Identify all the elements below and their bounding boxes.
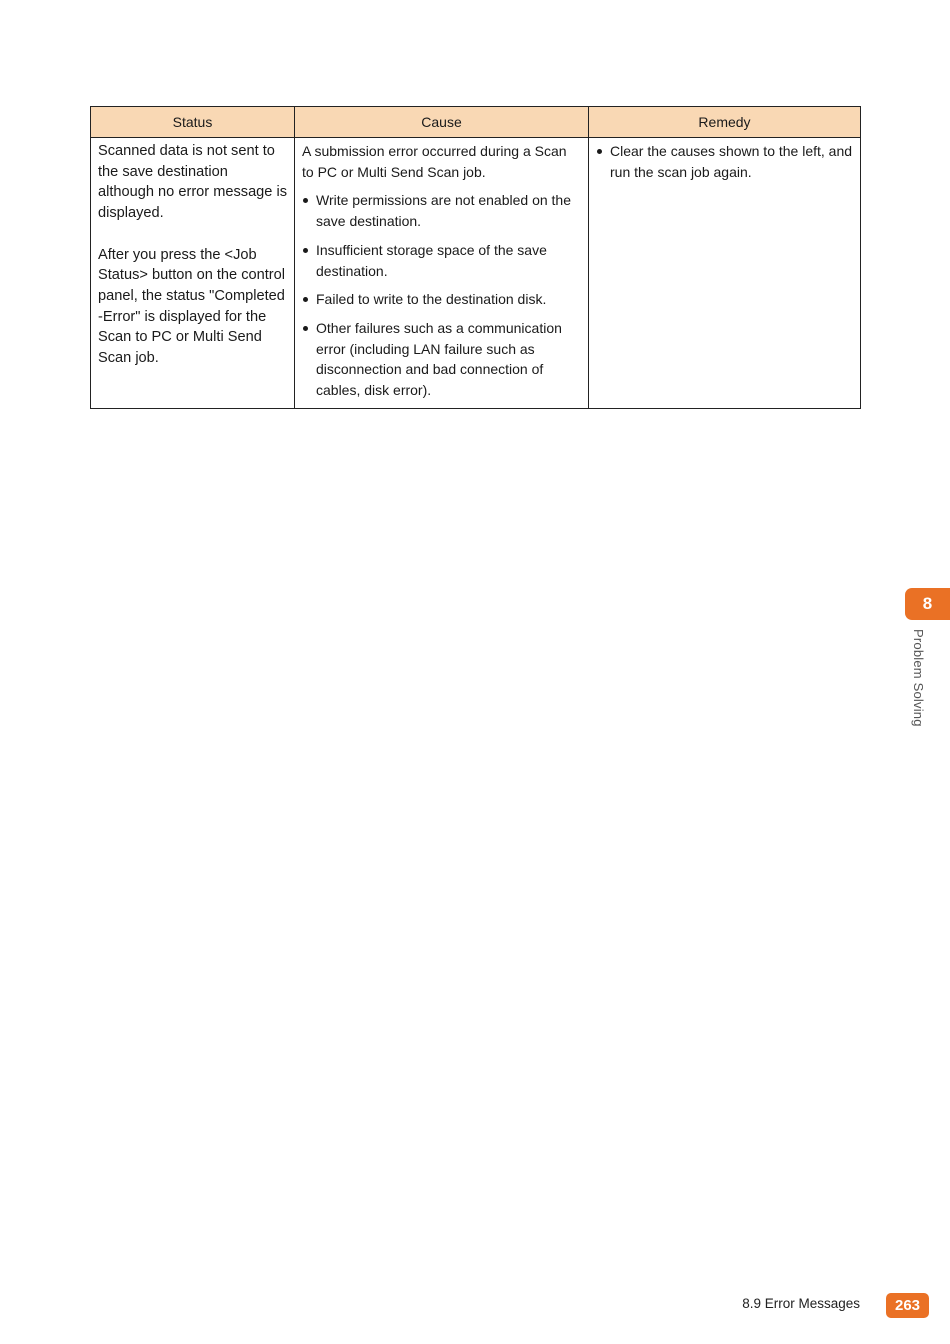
column-header-remedy: Remedy — [589, 107, 861, 138]
chapter-number-tab: 8 — [905, 588, 950, 620]
cause-list — [302, 190, 581, 400]
chapter-title-label: Problem Solving — [911, 629, 926, 727]
status-cell — [91, 138, 295, 409]
table-row — [91, 138, 861, 409]
cause-cell — [295, 138, 589, 409]
column-header-cause: Cause — [295, 107, 589, 138]
footer-section-title: 8.9 Error Messages — [742, 1296, 860, 1311]
cause-intro: A submission error occurred during a Scan to PC or Multi Send Scan job. — [302, 143, 567, 180]
cause-item: Write permissions are not enabled on the save destination. — [302, 190, 581, 231]
remedy-item: Clear the causes shown to the left, and run the scan job again. — [596, 141, 853, 182]
remedy-list — [596, 141, 853, 182]
error-messages-table — [90, 106, 861, 409]
cause-item: Other failures such as a communication error (including LAN failure such as disconnection and bad connection of cables, disk error). — [302, 318, 581, 401]
status-text: Scanned data is not sent to the save destination although no error message is displayed. — [98, 143, 288, 222]
status-text: After you press the <Job Status> button on the control panel, the status "Completed -Error" is displayed for the Scan to PC or Multi Send Scan job. — [98, 246, 286, 367]
cause-item: Insufficient storage space of the save destination. — [302, 240, 581, 281]
cause-item: Failed to write to the destination disk. — [302, 289, 581, 310]
table-header-row — [91, 107, 861, 138]
column-header-status: Status — [91, 107, 295, 138]
page-number-badge: 263 — [886, 1293, 929, 1318]
remedy-cell — [589, 138, 861, 409]
